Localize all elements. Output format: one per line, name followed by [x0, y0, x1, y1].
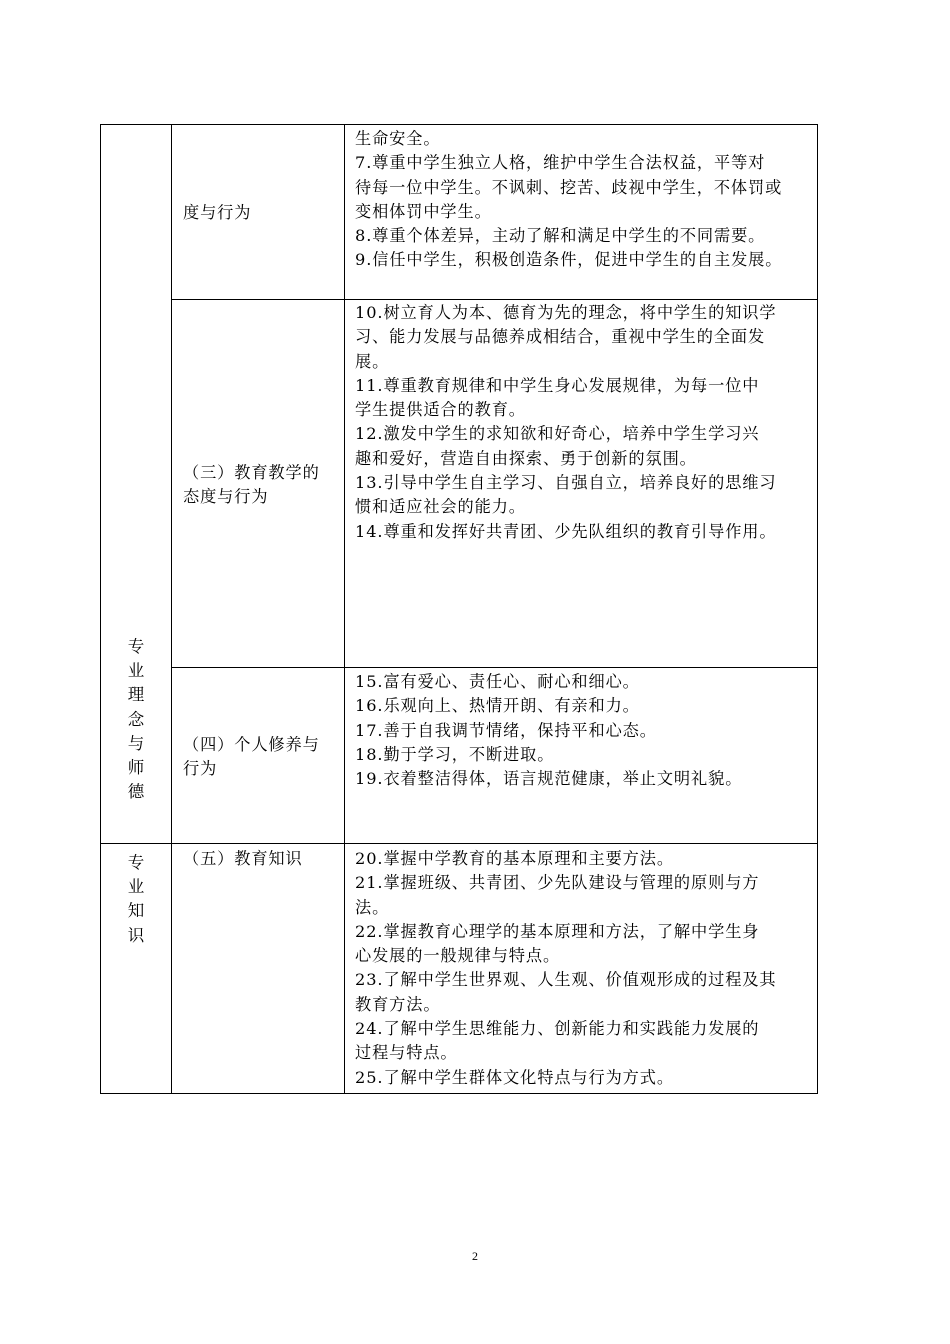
page-number: 2: [472, 1249, 478, 1263]
content-cell-row-4: 20.掌握中学教育的基本原理和主要方法。 21.掌握班级、共青团、少先队建设与管理的原则与方 法。 22.掌握教育心理学的基本原理和方法，了解中学生身 心发展的一般规律与特点。 23.了解中学生世界观、人生观、价值观形成的过程及其 教育方法。 24.了解中学生思维能力、创新能力和实践能力发展的 过程与特点。 25.了解中学生群体文化特点与行为方式。: [355, 849, 777, 1087]
category-cell-row-1: 度与行为: [183, 203, 252, 222]
row-divider-2: [172, 667, 818, 668]
content-cell-row-2: 10.树立育人为本、德育为先的理念，将中学生的知识学 习、能力发展与品德养成相结合，重视中学生的全面发 展。 11.尊重教育规律和中学生身心发展规律，为每一位中 学生提供适合的教育。 12.激发中学生的求知欲和好奇心，培养中学生学习兴 趣和爱好，营造自由探索、勇于创新的氛围。 13.引导中学生自主学习、自强自立，培养良好的思维习 惯和适应社会的能力。 14.尊重和发挥好共青团、少先队组织的教育引导作用。: [355, 303, 777, 541]
standards-table: [100, 124, 818, 1094]
category-cell-row-3: （四）个人修养与 行为: [183, 735, 320, 779]
domain-label-philosophy-ethics: 专 业 理 念 与 师 德: [127, 637, 145, 802]
content-cell-row-3: 15.富有爱心、责任心、耐心和细心。 16.乐观向上、热情开朗、有亲和力。 17.善于自我调节情绪，保持平和心态。 18.勤于学习，不断进取。 19.衣着整洁得体，语言规范健康，举止文明礼貌。: [355, 672, 743, 789]
row-divider-3: [101, 843, 818, 844]
column-divider-1: [171, 125, 172, 1093]
domain-label-knowledge: 专 业 知 识: [127, 853, 145, 945]
column-divider-2: [344, 125, 345, 1093]
category-cell-row-4: （五）教育知识: [183, 849, 303, 868]
content-cell-row-1: 生命安全。 7.尊重中学生独立人格，维护中学生合法权益，平等对 待每一位中学生。不讽刺、挖苦、歧视中学生，不体罚或 变相体罚中学生。 8.尊重个体差异，主动了解和满足中学生的不同需要。 9.信任中学生，积极创造条件，促进中学生的自主发展。: [355, 129, 783, 270]
category-cell-row-2: （三）教育教学的 态度与行为: [183, 463, 320, 507]
